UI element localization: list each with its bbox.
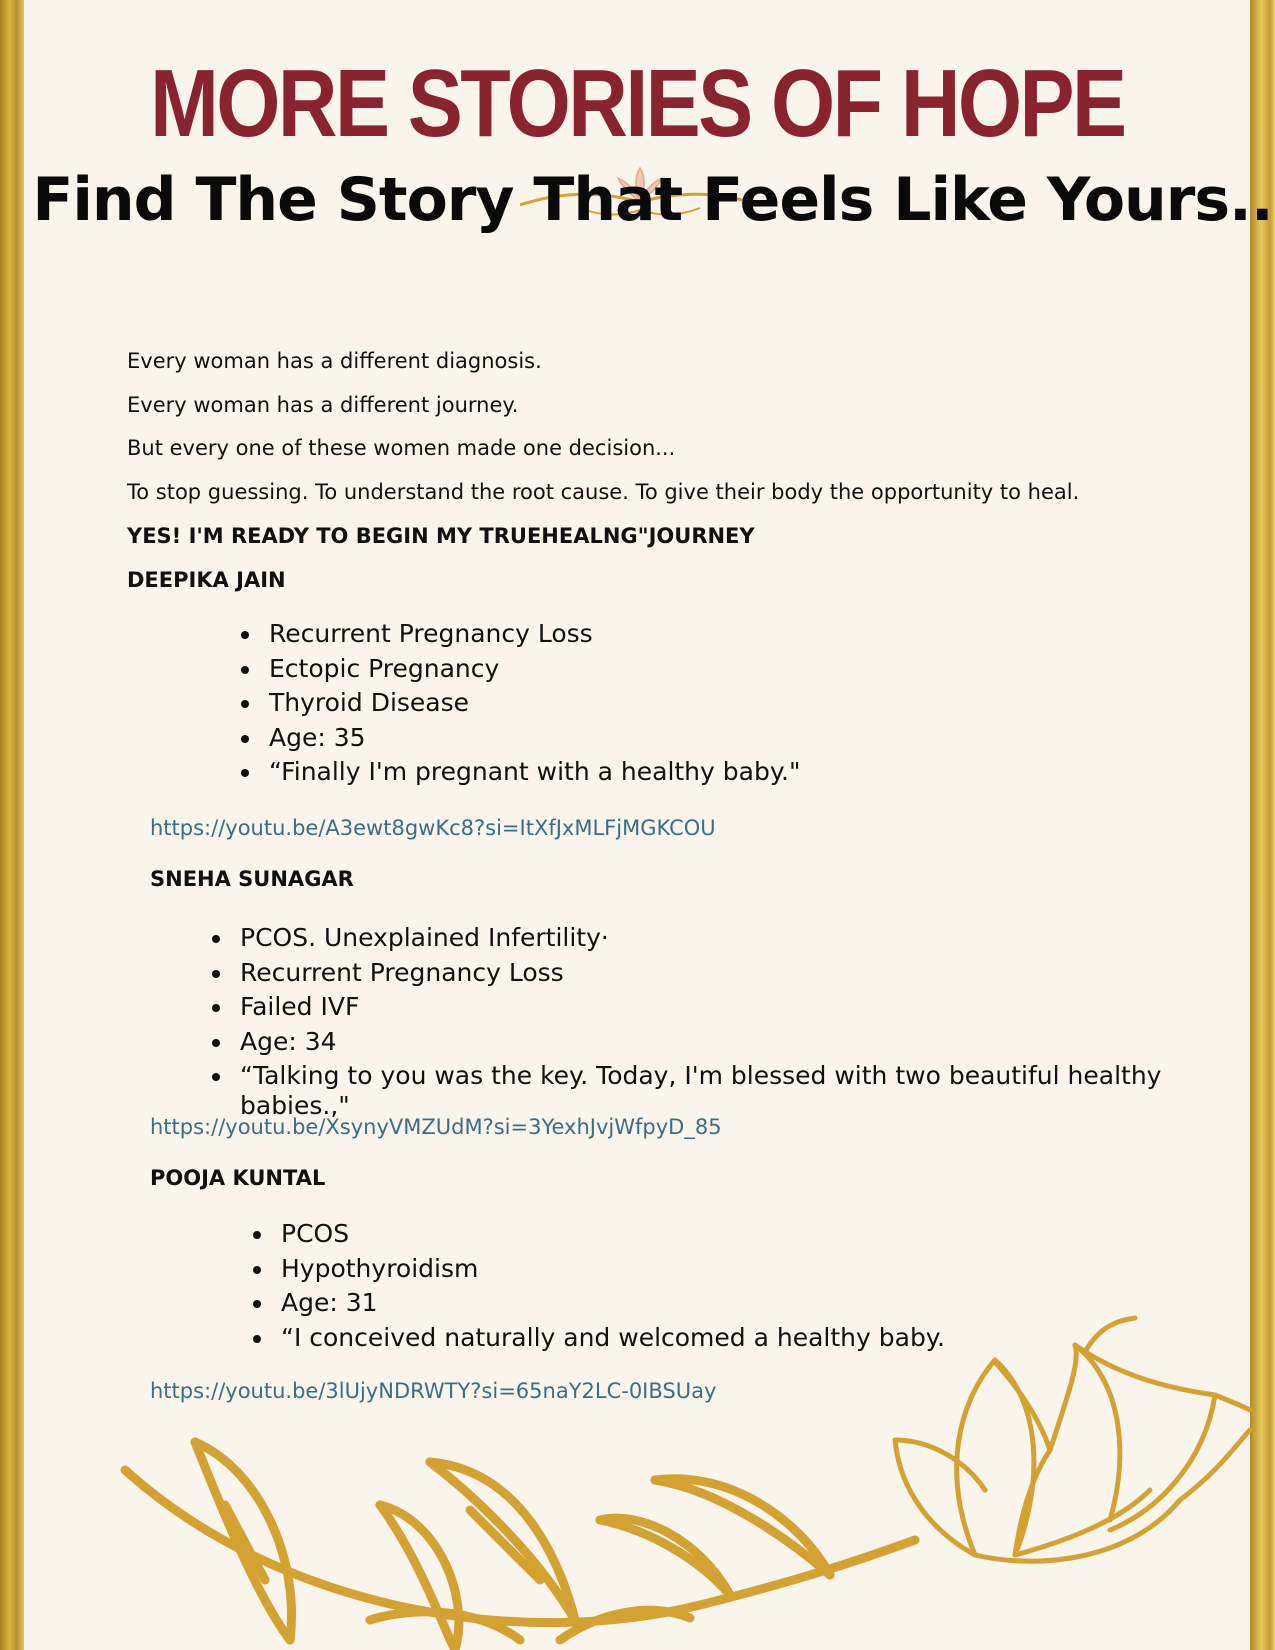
list-item: Age: 34 (240, 1027, 1275, 1062)
list-item: Age: 31 (281, 1288, 945, 1323)
list-item: PCOS (281, 1219, 945, 1254)
video-link[interactable]: https://youtu.be/A3ewt8gwKc8?si=ItXfJxMLFjMGKCOU (150, 816, 716, 840)
list-item: Age: 35 (269, 723, 801, 758)
list-item: Recurrent Pregnancy Loss (240, 958, 1275, 993)
intro-line: But every one of these women made one decision... (127, 436, 676, 460)
list-item: Hypothyroidism (281, 1254, 945, 1289)
page-subtitle: Find The Story That Feels Like Yours.. (32, 165, 1273, 235)
list-item: Thyroid Disease (269, 688, 801, 723)
list-item: Ectopic Pregnancy (269, 654, 801, 689)
list-item: PCOS. Unexplained Infertility· (240, 923, 1275, 958)
cta-text: YES! I'M READY TO BEGIN MY TRUEHEALNG"JOURNEY (127, 524, 755, 548)
story-name: DEEPIKA JAIN (127, 568, 286, 592)
story-name: POOJA KUNTAL (150, 1166, 326, 1190)
intro-line: Every woman has a different journey. (127, 393, 519, 417)
page-title: MORE STORIES OF HOPE (150, 50, 1125, 157)
story-name: SNEHA SUNAGAR (150, 867, 354, 891)
intro-line: To stop guessing. To understand the root cause. To give their body the opportunity to heal. (127, 480, 1080, 504)
list-item: Failed IVF (240, 992, 1275, 1027)
list-item: Recurrent Pregnancy Loss (269, 619, 801, 654)
list-item: “I conceived naturally and welcomed a healthy baby. (281, 1323, 945, 1358)
intro-line: Every woman has a different diagnosis. (127, 349, 542, 373)
list-item: “Talking to you was the key. Today, I'm blessed with two beautiful healthy babies.," (240, 1061, 1275, 1096)
list-item: “Finally I'm pregnant with a healthy baby." (269, 757, 801, 792)
video-link[interactable]: https://youtu.be/XsynyVMZUdM?si=3YexhJvjWfpyD_85 (150, 1115, 722, 1139)
video-link[interactable]: https://youtu.be/3lUjyNDRWTY?si=65naY2LC-0IBSUay (150, 1379, 717, 1403)
